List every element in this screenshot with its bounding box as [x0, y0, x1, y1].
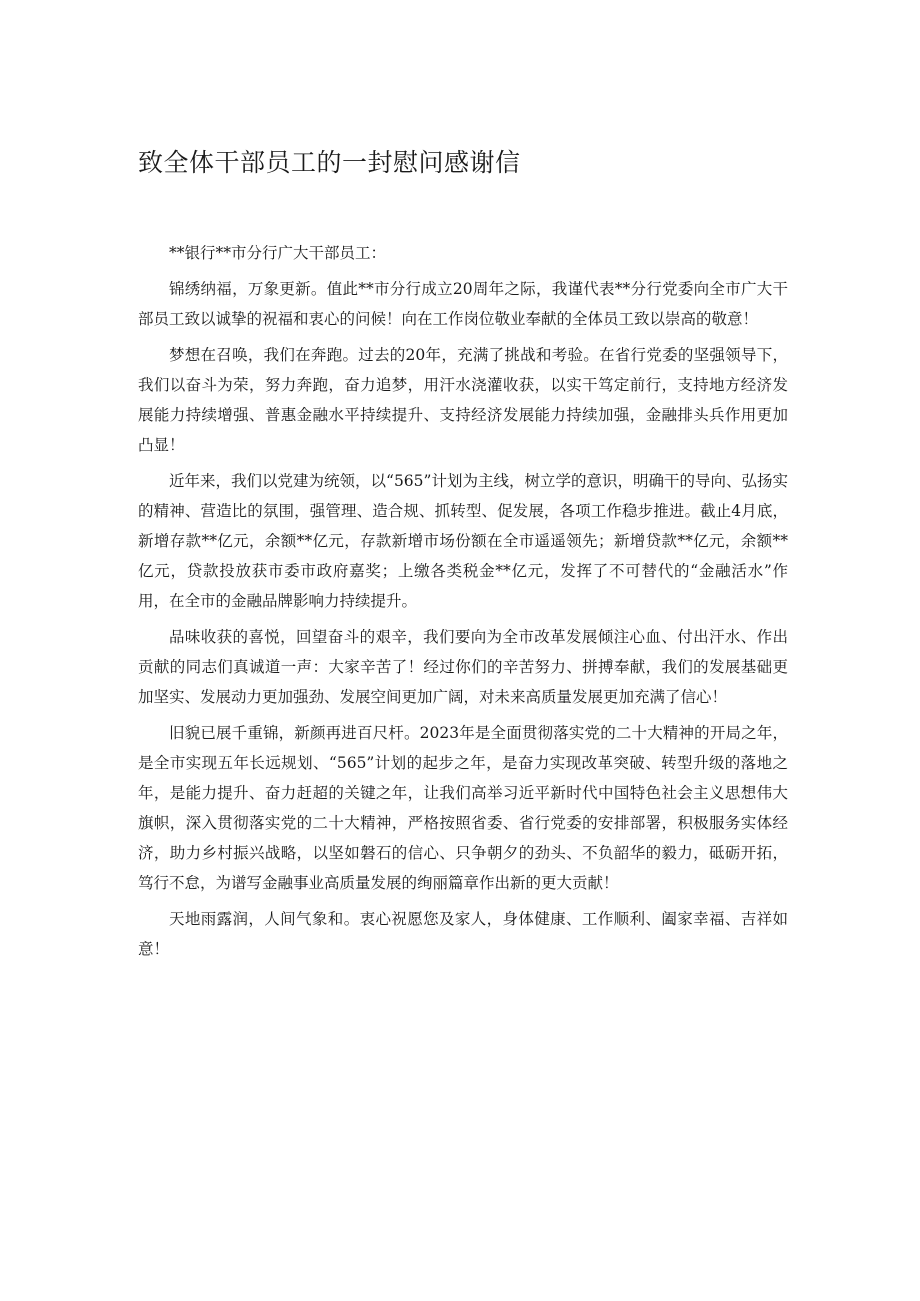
paragraph-1: 锦绣纳福，万象更新。值此**市分行成立20周年之际，我谨代表**分行党委向全市广大干部员工致以诚挚的祝福和衷心的问候！向在工作岗位敬业奉献的全体员工致以崇高的敬意！: [138, 280, 788, 328]
letter-body: [138, 238, 788, 970]
paragraph-5: 旧貌已展千重锦，新颜再进百尺杆。2023年是全面贯彻落实党的二十大精神的开局之年，是全市实现五年长远规划、“565”计划的起步之年，是奋力实现改革突破、转型升级的落地之年，是能力提升、奋力赶超的关键之年，让我们高举习近平新时代中国特色社会主义思想伟大旗帜，深入贯彻落实党的二十大精神，严格按照省委、省行党委的安排部署，积极服务实体经济，助力乡村振兴战略，以坚如磐石的信心、只争朝夕的劲头、不负韶华的毅力，砥砺开拓，笃行不怠，为谱写金融事业高质量发展的绚丽篇章作出新的更大贡献！: [138, 724, 788, 892]
paragraph-3: 近年来，我们以党建为统领，以“565”计划为主线，树立学的意识，明确干的导向、弘扬实的精神、营造比的氛围，强管理、造合规、抓转型、促发展，各项工作稳步推进。截止4月底，新增存款**亿元，余额**亿元，存款新增市场份额在全市遥遥领先；新增贷款**亿元，余额**亿元，贷款投放获市委市政府嘉奖；上缴各类税金**亿元，发挥了不可替代的“金融活水”作用，在全市的金融品牌影响力持续提升。: [138, 472, 788, 610]
paragraph-2: 梦想在召唤，我们在奔跑。过去的20年，充满了挑战和考验。在省行党委的坚强领导下，我们以奋斗为荣，努力奔跑，奋力追梦，用汗水浇灌收获，以实干笃定前行，支持地方经济发展能力持续增强、普惠金融水平持续提升、支持经济发展能力持续加强，金融排头兵作用更加凸显！: [138, 346, 788, 454]
paragraph-6: 天地雨露润，人间气象和。衷心祝愿您及家人，身体健康、工作顺利、阖家幸福、吉祥如意！: [138, 910, 788, 958]
salutation: **银行**市分行广大干部员工：: [169, 244, 387, 262]
document-title: 致全体干部员工的一封慰问感谢信: [138, 148, 521, 177]
paragraph-4: 品味收获的喜悦，回望奋斗的艰辛，我们要向为全市改革发展倾注心血、付出汗水、作出贡献的同志们真诚道一声：大家辛苦了！经过你们的辛苦努力、拼搏奉献，我们的发展基础更加坚实、发展动力更加强劲、发展空间更加广阔，对未来高质量发展更加充满了信心！: [138, 628, 788, 706]
